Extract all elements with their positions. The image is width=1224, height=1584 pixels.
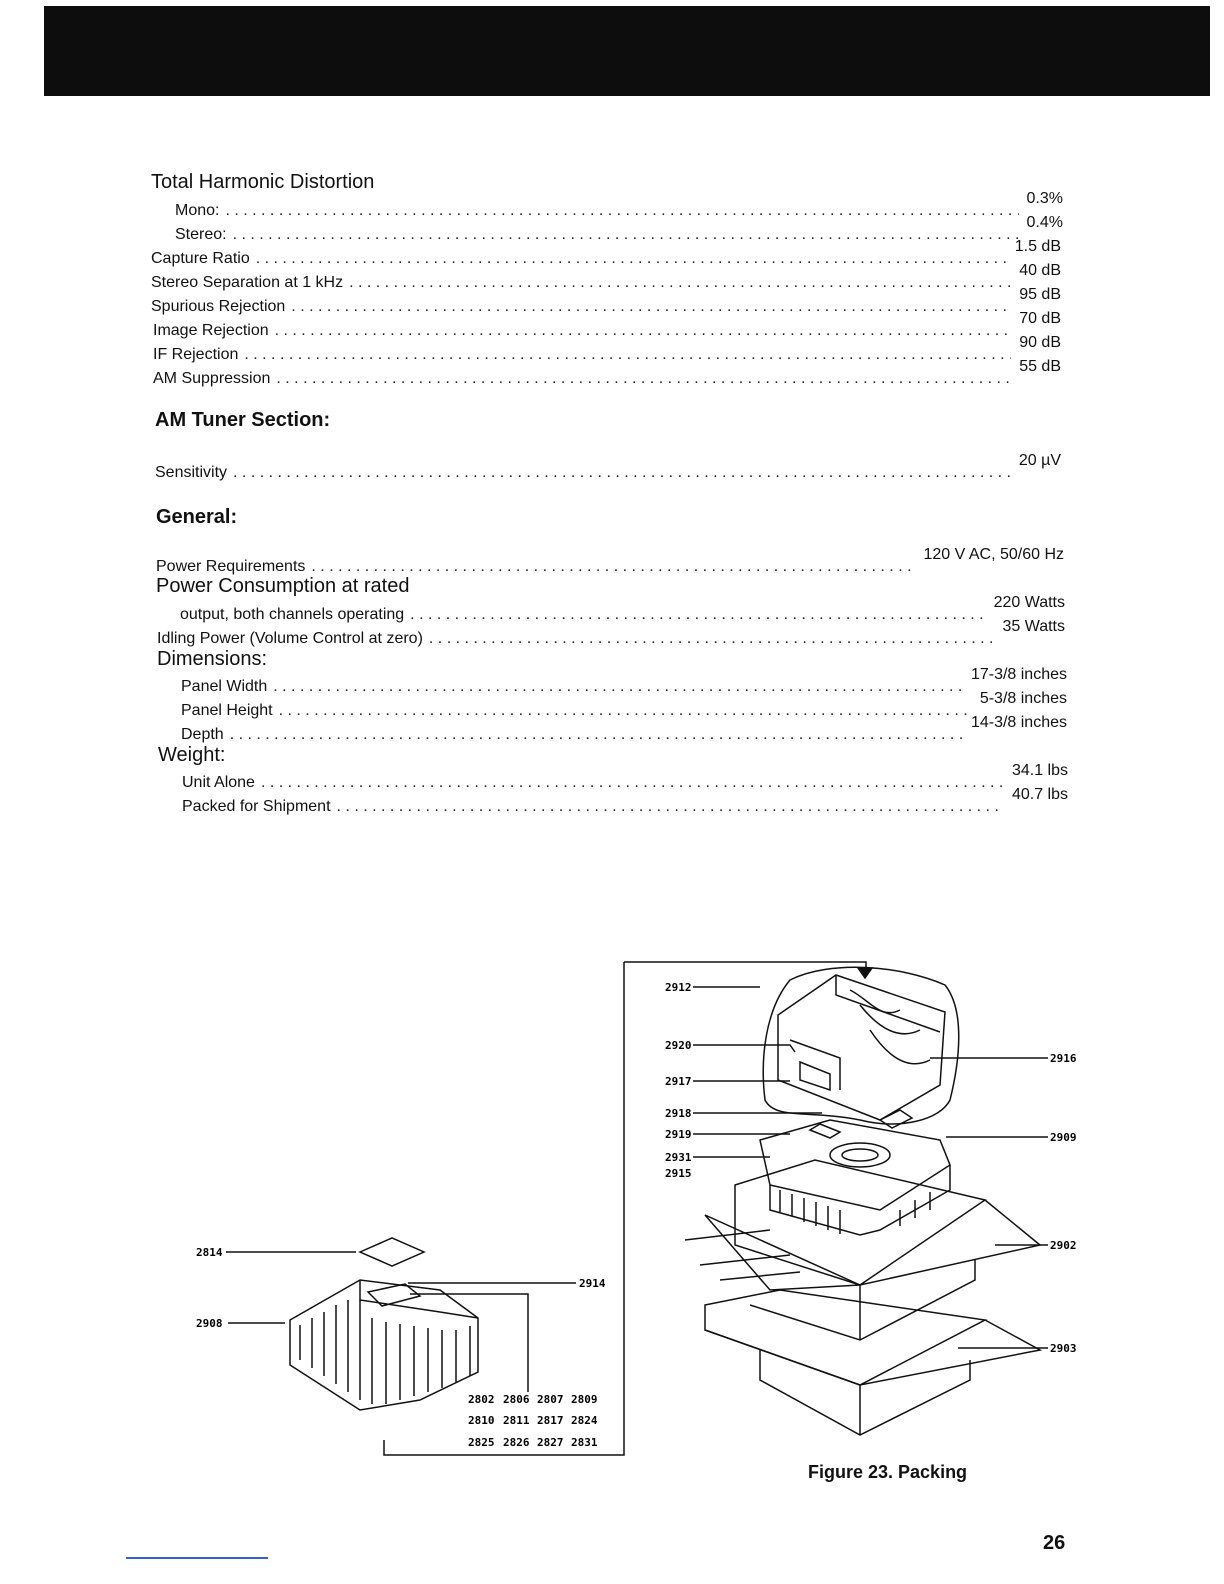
label-2908: 2908 [196,1317,223,1330]
spec-label: Mono: [175,202,220,219]
spec-label: Power Requirements [156,558,306,575]
part-2810: 2810 [468,1414,495,1427]
spec-label: Stereo Separation at 1 kHz [151,274,344,291]
label-2814: 2814 [196,1246,223,1259]
label-2909: 2909 [1050,1131,1077,1144]
spec-value: 17-3/8 inches [970,666,1067,683]
label-2916: 2916 [1050,1052,1077,1065]
spec-label: Capture Ratio [151,250,250,267]
power-consumption-label: Power Consumption at rated [156,575,410,597]
part-2826: 2826 [503,1436,530,1449]
thd-label: Total Harmonic Distortion [151,171,375,193]
foam-tray [760,1110,950,1235]
spec-value: 5-3/8 inches [979,690,1067,707]
foam-top [763,967,958,1124]
part-2806: 2806 [503,1393,530,1406]
carton-upper [685,1160,1040,1340]
dimensions-label: Dimensions: [157,648,268,670]
spec-value: 34.1 lbs [1011,762,1068,779]
label-2902: 2902 [1050,1239,1077,1252]
spec-value: 55 dB [1019,358,1061,375]
spec-label: Idling Power (Volume Control at zero) [157,630,423,647]
spec-label: Spurious Rejection [151,298,286,315]
weight-label: Weight: [158,744,226,766]
part-2831: 2831 [571,1436,598,1449]
footer-rule [126,1557,268,1559]
spec-label: Panel Width [181,678,268,695]
spec-label: IF Rejection [153,346,239,363]
spec-value: 0.3% [1026,190,1063,207]
spec-value: 120 V AC, 50/60 Hz [923,546,1064,563]
spec-value: 95 dB [1019,286,1061,303]
label-2914: 2914 [579,1277,606,1290]
part-2817: 2817 [537,1414,564,1427]
spec-label: output, both channels operating [180,606,405,623]
part-2824: 2824 [571,1414,598,1427]
part-2802: 2802 [468,1393,495,1406]
label-2931: 2931 [665,1151,692,1164]
part-2809: 2809 [571,1393,598,1406]
spec-value: 40 dB [1019,262,1061,279]
spec-value: 0.4% [1026,214,1063,231]
spec-label: Image Rejection [153,322,269,339]
spec-label: Stereo: [175,226,227,243]
label-2918: 2918 [665,1107,692,1120]
spec-value: 90 dB [1019,334,1061,351]
spec-value: 35 Watts [1002,618,1065,635]
label-2912: 2912 [665,981,692,994]
part-2827: 2827 [537,1436,564,1449]
spec-label: AM Suppression [153,370,271,387]
page-number: 26 [1043,1532,1066,1554]
part-2825: 2825 [468,1436,495,1449]
spec-value: 70 dB [1019,310,1061,327]
label-2919: 2919 [665,1128,692,1141]
spec-label: Sensitivity [155,464,228,481]
spec-value: 20 µV [1018,452,1061,469]
general-heading: General: [156,506,238,528]
spec-label: Depth [181,726,224,743]
label-2917: 2917 [665,1075,692,1088]
carton-lower [705,1290,1040,1435]
heatsink-block [290,1280,478,1410]
pad-shape [360,1238,424,1266]
spec-value: 40.7 lbs [1011,786,1068,803]
part-2811: 2811 [503,1414,530,1427]
part-2807: 2807 [537,1393,564,1406]
spec-label: Panel Height [181,702,273,719]
arrow-marker [858,968,872,978]
label-2903: 2903 [1050,1342,1077,1355]
spec-value: 14-3/8 inches [970,714,1067,731]
label-2915: 2915 [665,1167,692,1180]
figure-caption: Figure 23. Packing [808,1462,968,1482]
spec-value: 220 Watts [993,594,1065,611]
am-section-heading: AM Tuner Section: [155,409,331,431]
spec-label: Unit Alone [182,774,255,791]
spec-label: Packed for Shipment [182,798,331,815]
spec-value: 1.5 dB [1014,238,1061,255]
label-2920: 2920 [665,1039,692,1052]
